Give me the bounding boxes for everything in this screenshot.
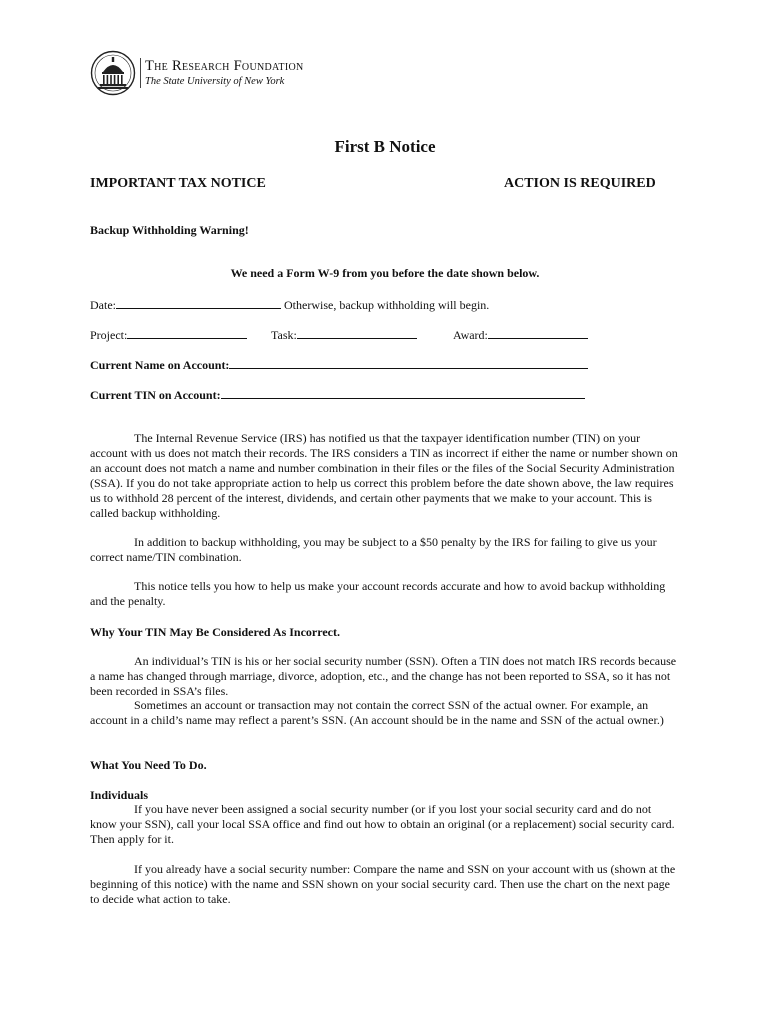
what-you-need-to-do-heading: What You Need To Do. [90,758,207,772]
notice-purpose-paragraph: This notice tells you how to help us make your account records accurate and how to avoid backup withholding and the penalty. [90,579,666,608]
task-field [271,326,417,343]
account-owner-paragraph: Sometimes an account or transaction may not contain the correct SSN of the actual owner. For example, an account in a child’s name may reflect a parent’s SSN. (An account should be in the name and SSN of the actual owner.) [90,698,664,727]
award-field [453,326,588,343]
current-name-blank[interactable] [229,356,588,369]
project-field [90,326,247,343]
organization-subtitle: The State University of New York [145,76,285,87]
no-ssn-paragraph: If you have never been assigned a social security number (or if you lost your social security card and do not know your SSN), call your local SSA office and find out how to obtain an original (or a replacement) social security card. Then apply for it. [90,802,675,846]
individuals-heading: Individuals [90,788,149,802]
award-label: Award: [453,328,488,342]
current-tin-label: Current TIN on Account: [90,388,221,402]
irs-notification-paragraph: The Internal Revenue Service (IRS) has notified us that the taxpayer identification number (TIN) on your account with us does not match their records. The IRS considers a TIN as incorrect if either the name or number shown on an account does not match a name and number combination in their files or the files of the Social Security Administration (SSA). If you do not take appropriate action to help us correct this problem before the date shown above, the law requires us to withhold 28 percent of the interest, dividends, and certain other payments that we make to your account. This is called backup withholding. [90,431,678,520]
award-blank[interactable] [488,326,588,339]
date-label: Date: [90,298,116,312]
task-blank[interactable] [297,326,417,339]
research-foundation-logo [90,50,304,96]
current-name-row [90,356,588,373]
action-required-heading: ACTION IS REQUIRED [504,176,656,191]
individual-tin-paragraph: An individual’s TIN is his or her social security number (SSN). Often a TIN does not match IRS records because a name has changed through marriage, divorce, adoption, etc., and the change has not been reported to SSA, so it has not been recorded in SSA’s files. [90,654,677,698]
why-tin-incorrect-heading: Why Your TIN May Be Considered As Incorrect. [90,625,341,639]
project-blank[interactable] [127,326,247,339]
backup-withholding-warning: Backup Withholding Warning! [90,223,249,237]
form-w9-request: We need a Form W-9 from you before the date shown below. [230,266,540,280]
logo-text [140,58,304,88]
current-tin-blank[interactable] [221,386,585,399]
organization-name: The Research Foundation [145,58,304,74]
current-tin-row [90,386,585,403]
existing-ssn-paragraph: If you already have a social security number: Compare the name and SSN on your account with us (shown at the beginning of this notice) with the name and SSN shown on your social security card. Then use the chart on the next page to decide what action to take. [90,862,676,906]
date-suffix-text: Otherwise, backup withholding will begin. [284,298,490,312]
capitol-dome-seal-icon [90,50,136,96]
current-name-label: Current Name on Account: [90,358,230,372]
date-blank[interactable] [116,296,281,309]
task-label: Task: [271,328,297,342]
date-field-row [90,296,489,313]
penalty-paragraph: In addition to backup withholding, you may be subject to a $50 penalty by the IRS for failing to give us your correct name/TIN combination. [90,535,657,564]
page-title: First B Notice [334,137,436,156]
project-label: Project: [90,328,128,342]
important-tax-notice-heading: IMPORTANT TAX NOTICE [90,176,266,191]
